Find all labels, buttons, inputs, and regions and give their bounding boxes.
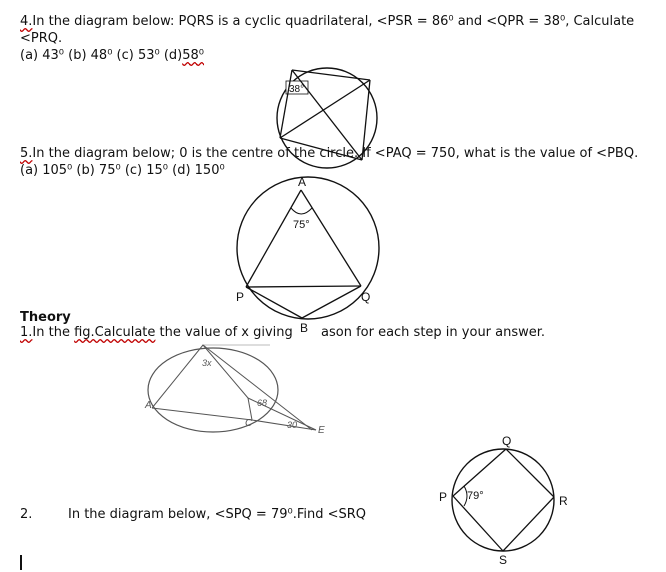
q5-angle-label: 75° — [293, 219, 310, 231]
q5-line-aq — [301, 190, 361, 286]
q4-side-ps — [280, 70, 292, 138]
sketch-line-4 — [248, 398, 252, 420]
q5-line-pb — [246, 287, 302, 318]
q4-text-line1 — [20, 14, 634, 30]
q2-number: 2. — [20, 507, 33, 522]
q2-label-r: R — [559, 494, 568, 508]
q5-line-pq — [246, 286, 361, 287]
text-cursor — [20, 555, 22, 570]
q4-option-d: 58⁰ — [182, 48, 205, 63]
q5-text — [20, 146, 638, 162]
theory-heading: Theory — [20, 310, 71, 325]
sketch-chord-2 — [203, 345, 248, 398]
q4-options-text: (a) 43⁰ (b) 48⁰ (c) 53⁰ (d) — [20, 48, 183, 63]
sketch-label-3x: 3x — [202, 358, 212, 368]
sketch-label-c: C — [245, 418, 253, 429]
q2-label-p: P — [439, 490, 448, 504]
q4-diagram — [270, 64, 400, 184]
q4-question: In the diagram below: PQRS is a cyclic quadrilateral, <PSR = 86⁰ and <QPR = 38⁰, Calculate — [32, 14, 635, 29]
q5-line-ap — [246, 190, 301, 287]
q5-label-p: P — [236, 290, 245, 304]
q5-number: 5. — [20, 146, 33, 161]
q2-side-rs — [503, 497, 554, 551]
sketch-circle — [148, 348, 278, 432]
q2-side-sp — [453, 496, 503, 551]
q5-question: In the diagram below; 0 is the centre of the circle. If <PAQ = 750, what is the value of <PBQ. — [32, 146, 639, 161]
q5-label-a: A — [298, 175, 307, 189]
q4-options — [20, 48, 204, 64]
q5-options: (a) 105⁰ (b) 75⁰ (c) 15⁰ (d) 150⁰ — [20, 163, 225, 178]
q5-diagram — [230, 188, 390, 328]
q2-diagram — [448, 448, 560, 552]
q2-label-s: S — [499, 553, 508, 567]
q5-line-qb — [302, 286, 361, 318]
theory-q1-text — [20, 325, 293, 341]
theory-sketch — [140, 342, 340, 442]
theory-q1-number: 1. — [20, 325, 33, 340]
sketch-chord-3 — [152, 408, 252, 420]
sketch-label-e: E — [318, 425, 325, 436]
q4-text-line2: <PRQ. — [20, 31, 63, 46]
q2-angle-label: 79° — [467, 490, 484, 502]
sketch-label-30: 30 — [287, 420, 298, 430]
sketch-label-a: A — [145, 400, 152, 411]
q5-circle — [237, 177, 379, 319]
q2-side-pq — [453, 449, 506, 496]
theory-q1-part1: In the — [32, 325, 70, 340]
q5-label-b: B — [300, 321, 309, 335]
theory-q1-part2: the value of x giving — [155, 325, 293, 340]
sketch-secant-1 — [203, 345, 312, 430]
q5-angle-arc — [291, 208, 312, 214]
theory-q1-text-cont: ason for each step in your answer. — [321, 325, 546, 340]
q2-text: In the diagram below, <SPQ = 79⁰.Find <SRQ — [68, 507, 367, 522]
theory-q1-fig: fig.Calculate — [74, 325, 156, 340]
q2-label-q: Q — [502, 434, 512, 448]
q5-label-q: Q — [361, 290, 371, 304]
q4-angle-label: 38° — [289, 84, 305, 95]
q4-side-pq — [292, 70, 370, 80]
q4-number: 4. — [20, 14, 33, 29]
sketch-label-68: 68 — [257, 398, 268, 408]
